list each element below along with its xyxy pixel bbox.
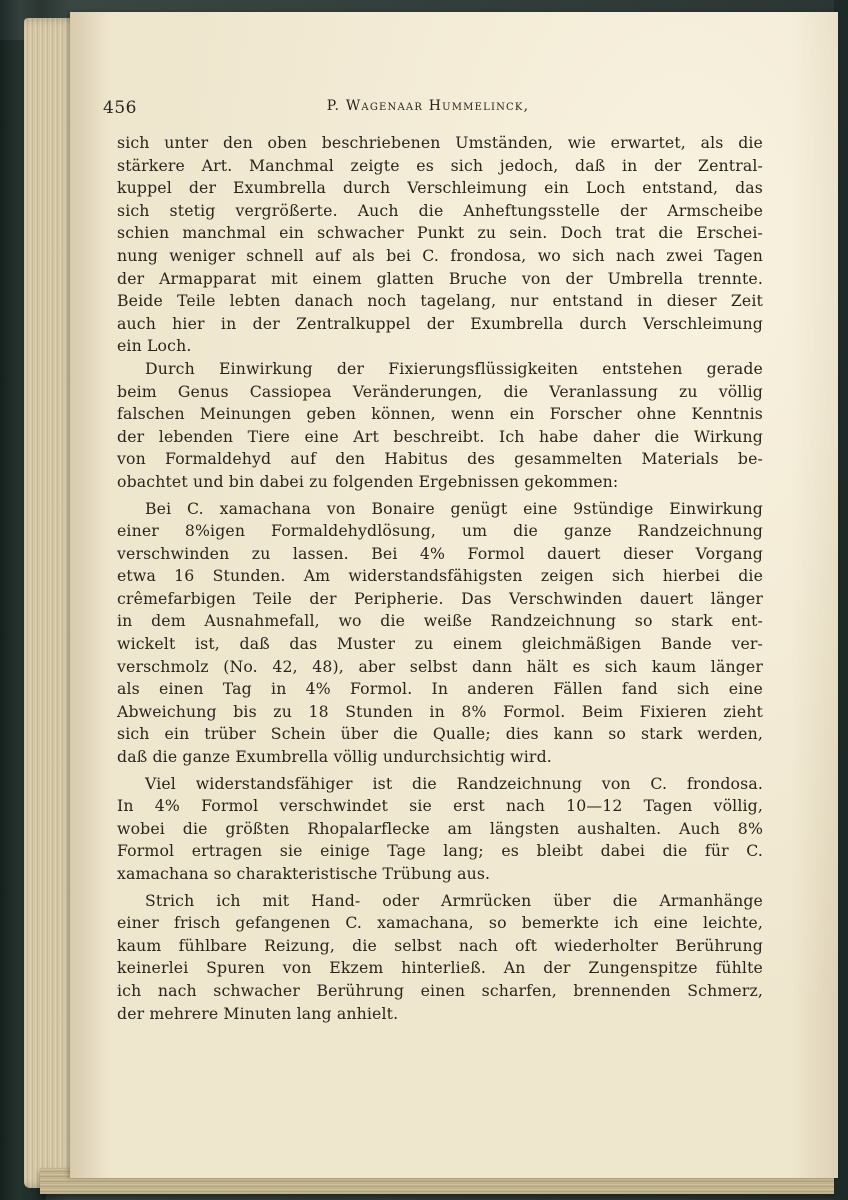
text-line: auch hier in der Zentralkuppel der Exumbrella durch Verschleimung bbox=[117, 313, 763, 333]
text-line: kaum fühlbare Reizung, die selbst nach oft wiederholter Berührung bbox=[117, 935, 763, 955]
body-text bbox=[117, 132, 763, 1025]
text-line: von Formaldehyd auf den Habitus des gesammelten Materials be- bbox=[117, 449, 763, 469]
text-line: Strich ich mit Hand- oder Armrücken über die Armanhänge bbox=[145, 890, 763, 910]
text-line: Viel widerstandsfähiger ist die Randzeichnung von C. frondosa. bbox=[145, 773, 763, 793]
text-line: als einen Tag in 4% Formol. In anderen Fällen fand sich eine bbox=[117, 679, 763, 699]
text-line: verschwinden zu lassen. Bei 4% Formol dauert dieser Vorgang bbox=[117, 543, 763, 563]
text-line: xamachana so charakteristische Trübung aus. bbox=[117, 864, 491, 883]
paragraph bbox=[117, 890, 763, 1026]
text-line: keinerlei Spuren von Ekzem hinterließ. An der Zungenspitze fühlte bbox=[117, 958, 763, 978]
paragraph bbox=[117, 498, 763, 769]
text-line: falschen Meinungen geben können, wenn ein Forscher ohne Kenntnis bbox=[117, 404, 763, 424]
text-line: beim Genus Cassiopea Veränderungen, die Veranlassung zu völlig bbox=[117, 381, 763, 401]
text-line: wickelt ist, daß das Muster zu einem gleichmäßigen Bande ver- bbox=[117, 634, 763, 654]
page-number: 456 bbox=[103, 98, 137, 118]
running-head: P. Wagenaar Hummelinck, bbox=[326, 98, 530, 114]
text-line: kuppel der Exumbrella durch Verschleimung ein Loch entstand, das bbox=[117, 178, 763, 198]
text-line: stärkere Art. Manchmal zeigte es sich jedoch, daß in der Zentral- bbox=[117, 155, 763, 175]
text-line: einer frisch gefangenen C. xamachana, so bemerkte ich eine leichte, bbox=[117, 913, 763, 933]
text-line: etwa 16 Stunden. Am widerstandsfähigsten zeigen sich hierbei die bbox=[117, 566, 763, 586]
text-line: der Armapparat mit einem glatten Bruche von der Umbrella trennte. bbox=[117, 268, 763, 288]
text-line: sich stetig vergrößerte. Auch die Anheftungsstelle der Armscheibe bbox=[117, 200, 763, 220]
text-line: ein Loch. bbox=[117, 336, 192, 356]
text-line: der mehrere Minuten lang anhielt. bbox=[117, 1003, 399, 1023]
text-line: schien manchmal ein schwacher Punkt zu sein. Doch trat die Erschei- bbox=[117, 223, 763, 243]
text-line: nung weniger schnell auf als bei C. frondosa, wo sich nach zwei Tagen bbox=[117, 245, 763, 265]
text-line: sich unter den oben beschriebenen Umständen, wie erwartet, als die bbox=[117, 133, 763, 152]
text-line: Abweichung bis zu 18 Stunden in 8% Formol. Beim Fixieren zieht bbox=[117, 701, 763, 721]
text-line: einer 8%igen Formaldehydlösung, um die ganze Randzeichnung bbox=[117, 521, 763, 541]
text-line: obachtet und bin dabei zu folgenden Ergebnissen gekommen: bbox=[117, 471, 619, 491]
text-line: Formol ertragen sie einige Tage lang; es bleibt dabei die für C. bbox=[117, 841, 763, 861]
text-line: der lebenden Tiere eine Art beschreibt. Ich habe daher die Wirkung bbox=[117, 426, 763, 446]
paragraph bbox=[117, 132, 763, 358]
text-line: crêmefarbigen Teile der Peripherie. Das Verschwinden dauert länger bbox=[117, 588, 763, 608]
paragraph bbox=[117, 358, 763, 494]
text-line: verschmolz (No. 42, 48), aber selbst dann hält es sich kaum länger bbox=[117, 656, 763, 676]
text-line: In 4% Formol verschwindet sie erst nach 10—12 Tagen völlig, bbox=[117, 796, 763, 816]
paragraph bbox=[117, 773, 763, 886]
text-line: Beide Teile lebten danach noch tagelang, nur entstand in dieser Zeit bbox=[117, 291, 763, 311]
text-line: Durch Einwirkung der Fixierungsflüssigkeiten entstehen gerade bbox=[145, 358, 763, 378]
text-line: daß die ganze Exumbrella völlig undurchsichtig wird. bbox=[117, 747, 552, 767]
text-line: wobei die größten Rhopalarflecke am längsten aushalten. Auch 8% bbox=[117, 818, 763, 838]
text-line: sich ein trüber Schein über die Qualle; dies kann so stark werden, bbox=[117, 724, 763, 744]
text-line: Bei C. xamachana von Bonaire genügt eine 9stündige Einwirkung bbox=[145, 498, 763, 518]
page-header bbox=[103, 98, 753, 122]
text-line: ich nach schwacher Berührung einen scharfen, brennenden Schmerz, bbox=[117, 980, 763, 1000]
text-line: in dem Ausnahmefall, wo die weiße Randzeichnung so stark ent- bbox=[117, 611, 763, 631]
